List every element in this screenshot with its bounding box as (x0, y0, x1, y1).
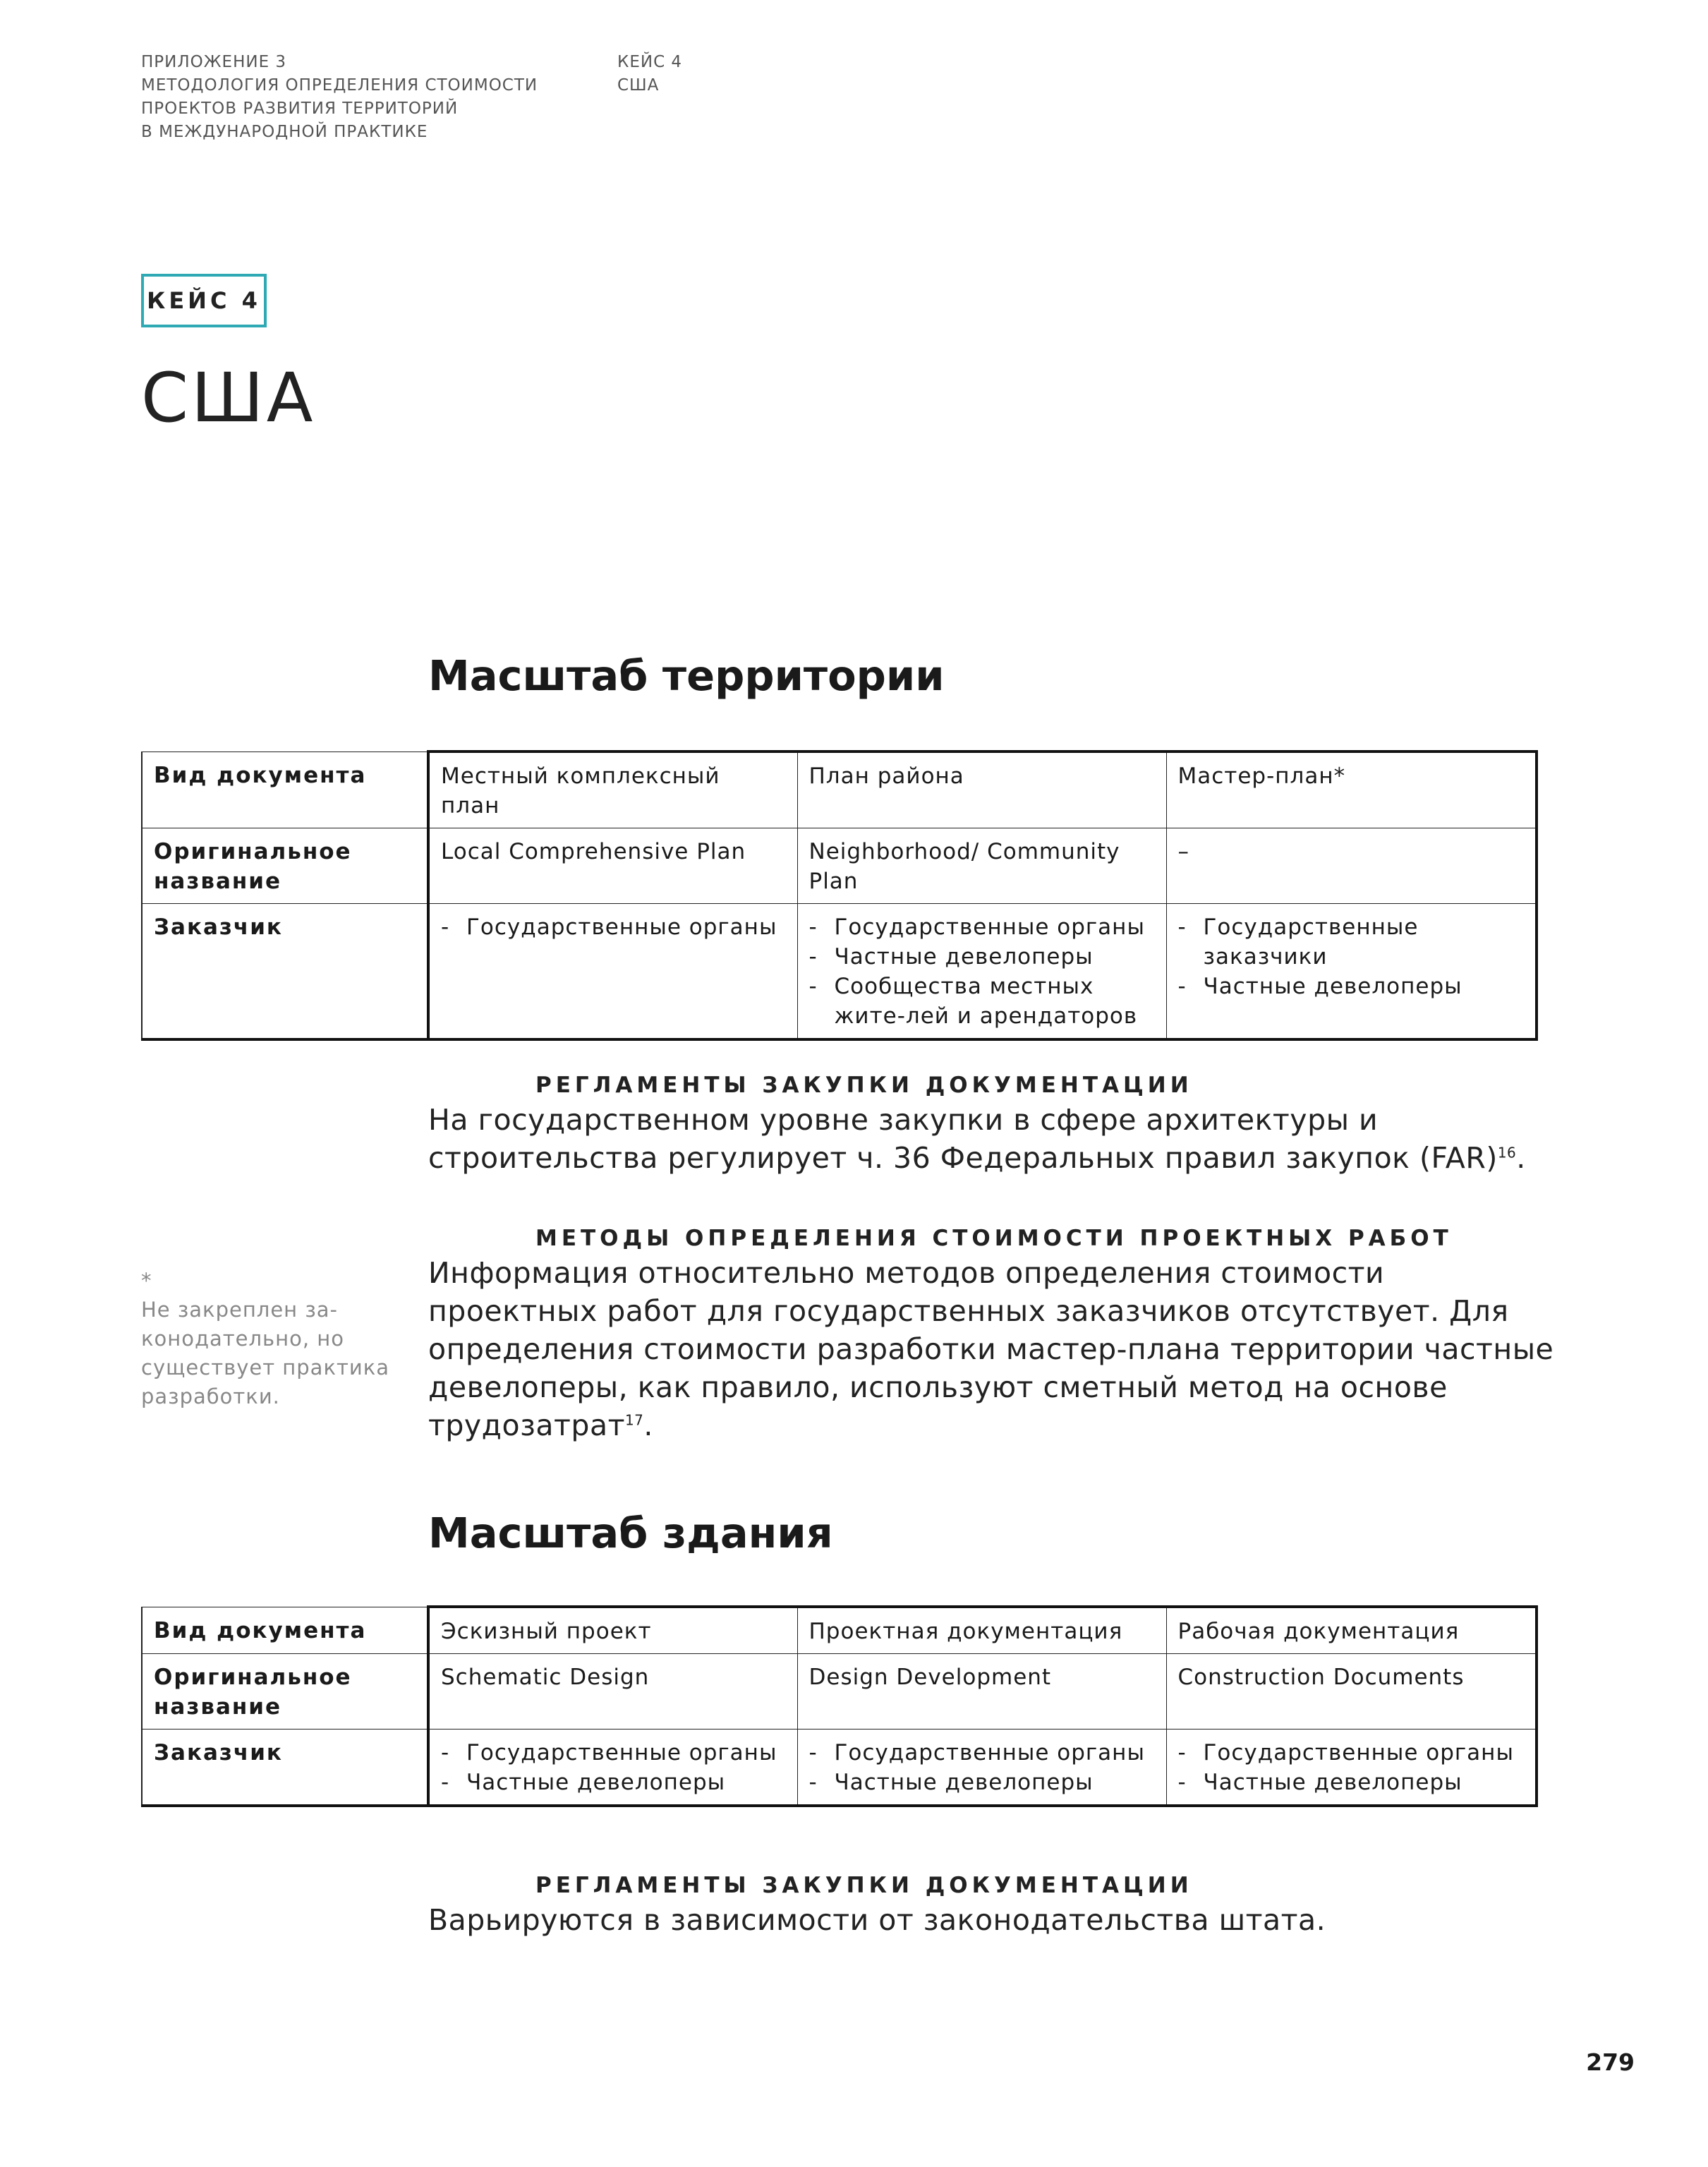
table-cell: Local Comprehensive Plan (428, 828, 797, 904)
row-header: Заказчик (142, 1730, 428, 1806)
table-row (142, 751, 1537, 828)
list-item: - Частные девелоперы (1177, 1770, 1462, 1795)
table-cell: Construction Documents (1166, 1654, 1537, 1730)
running-header-left (141, 51, 538, 144)
table-row (142, 1607, 1537, 1654)
footnote-ref: 16 (1497, 1144, 1517, 1161)
list-item: - Государственные органы (808, 915, 1145, 940)
table-cell: Местный комплексный план (428, 751, 797, 828)
list-item: - Государственные заказчики (1177, 915, 1419, 970)
table-row (142, 904, 1537, 1040)
side-footnote (141, 1267, 395, 1411)
subheading-procurement: РЕГЛАМЕНТЫ ЗАКУПКИ ДОКУМЕНТАЦИИ (535, 1073, 1193, 1098)
header-line: ПРИЛОЖЕНИЕ 3 (141, 53, 287, 71)
row-header: Оригинальное название (142, 828, 428, 904)
list-item: - Сообщества местных жите-лей и арендаторов (808, 974, 1138, 1029)
list-item: - Частные девелоперы (808, 944, 1094, 970)
paragraph-procurement: На государственном уровне закупки в сфере архитектуры и строительства регулирует ч. 36 Федеральных правил закупок (FAR)$^{16}$. (428, 1103, 1526, 1175)
footnote-marker: * (141, 1269, 152, 1293)
table-cell (1166, 904, 1537, 1040)
row-header: Оригинальное название (142, 1654, 428, 1730)
table-row (142, 1730, 1537, 1806)
header-line: США (617, 76, 660, 95)
subheading-methods: МЕТОДЫ ОПРЕДЕЛЕНИЯ СТОИМОСТИ ПРОЕКТНЫХ РАБОТ (535, 1226, 1453, 1251)
list-item: - Государственные органы (441, 915, 777, 940)
footnote-ref: 17 (624, 1411, 644, 1429)
table-cell: Проектная документация (797, 1607, 1166, 1654)
table-cell: Эскизный проект (428, 1607, 797, 1654)
table-cell: – (1166, 828, 1537, 904)
page-title: США (141, 358, 316, 437)
header-line: ПРОЕКТОВ РАЗВИТИЯ ТЕРРИТОРИЙ (141, 99, 459, 118)
running-header-right (617, 51, 682, 97)
table-row (142, 1654, 1537, 1730)
table-cell (1166, 1730, 1537, 1806)
header-line: КЕЙС 4 (617, 53, 683, 71)
page-number: 279 (1586, 2048, 1635, 2076)
list-item: - Частные девелоперы (808, 1770, 1094, 1795)
table-cell: Neighborhood/ Community Plan (797, 828, 1166, 904)
territory-table (141, 750, 1538, 1041)
header-line: МЕТОДОЛОГИЯ ОПРЕДЕЛЕНИЯ СТОИМОСТИ (141, 76, 538, 95)
table-cell (428, 904, 797, 1040)
row-header: Вид документа (142, 751, 428, 828)
list-item: - Частные девелоперы (1177, 974, 1462, 999)
table-cell: Рабочая документация (1166, 1607, 1537, 1654)
table-cell (428, 1730, 797, 1806)
section-title-territory: Масштаб территории (428, 651, 945, 700)
table-row (142, 828, 1537, 904)
subheading-procurement: РЕГЛАМЕНТЫ ЗАКУПКИ ДОКУМЕНТАЦИИ (535, 1873, 1193, 1898)
header-line: В МЕЖДУНАРОДНОЙ ПРАКТИКЕ (141, 123, 428, 141)
list-item: - Государственные органы (441, 1740, 777, 1765)
list-item: - Частные девелоперы (441, 1770, 726, 1795)
building-table (141, 1605, 1538, 1807)
table-cell (797, 1730, 1166, 1806)
table-cell (797, 904, 1166, 1040)
list-item: - Государственные органы (1177, 1740, 1514, 1765)
case-badge: КЕЙС 4 (141, 274, 267, 327)
table-cell: Schematic Design (428, 1654, 797, 1730)
table-cell: Design Development (797, 1654, 1166, 1730)
paragraph-procurement-building: Варьируются в зависимости от законодательства штата. (428, 1903, 1326, 1937)
row-header: Вид документа (142, 1607, 428, 1654)
footnote-text: Не закреплен за-конодательно, но существует практика разработки. (141, 1298, 389, 1408)
table-cell: План района (797, 751, 1166, 828)
list-item: - Государственные органы (808, 1740, 1145, 1765)
row-header: Заказчик (142, 904, 428, 1040)
table-cell: Мастер-план* (1166, 751, 1537, 828)
section-title-building: Масштаб здания (428, 1509, 833, 1557)
paragraph-methods: Информация относительно методов определения стоимости проектных работ для государственных заказчиков отсутствует. Для определения стоимости разработки мастер-плана территории частные девелоперы, как правило, используют сметный метод на основе трудозатрат$^{17}$. (428, 1256, 1554, 1442)
